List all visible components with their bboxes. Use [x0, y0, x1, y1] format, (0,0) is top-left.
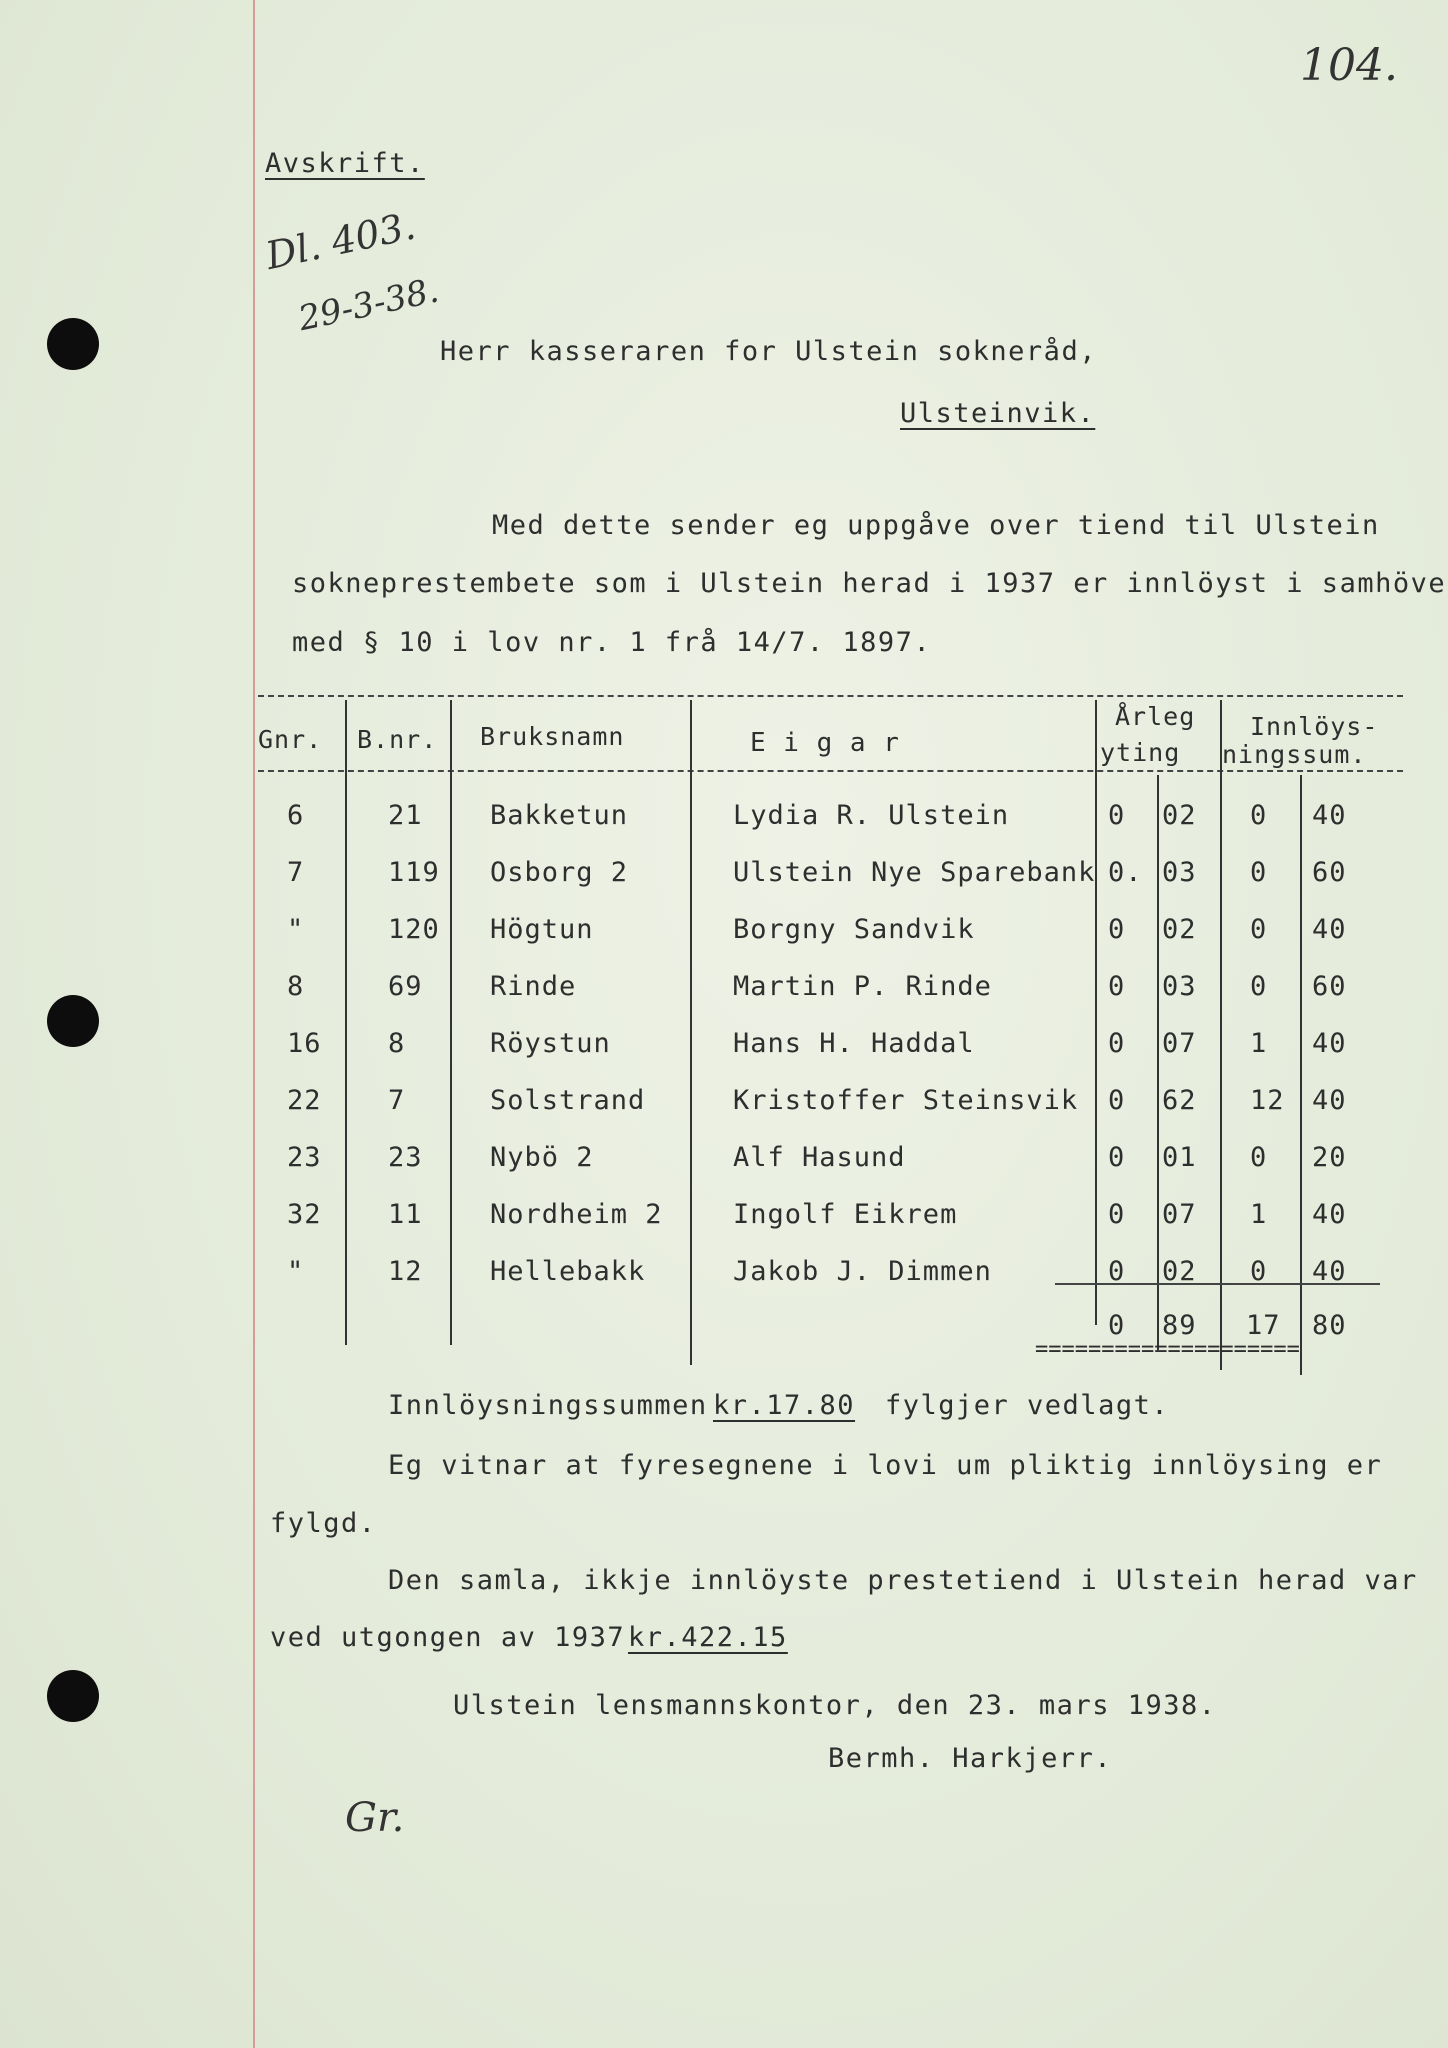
cell-eigar: Alf Hasund — [733, 1142, 906, 1173]
cell-bruksnamn: Rinde — [490, 971, 577, 1002]
column-divider — [690, 700, 692, 1365]
cell-y1: 0. — [1108, 857, 1143, 888]
cell-y2: 02 — [1162, 914, 1197, 945]
cell-bruksnamn: Högtun — [490, 914, 594, 945]
intro-line2: sokneprestembete som i Ulstein herad i 1937 er innlöyst i samhöve — [292, 568, 1447, 599]
cell-s1: 0 — [1250, 914, 1268, 945]
cell-y1: 0 — [1108, 914, 1126, 945]
cell-s1: 0 — [1250, 971, 1268, 1002]
margin-note-line2: 29-3-38. — [295, 270, 443, 340]
cell-s1: 0 — [1250, 1142, 1268, 1173]
cell-bruksnamn: Nordheim 2 — [490, 1199, 663, 1230]
cell-bruksnamn: Nybö 2 — [490, 1142, 594, 1173]
addressee-line1: Herr kasseraren for Ulstein sokneråd, — [440, 336, 1097, 367]
cell-s2: 20 — [1312, 1142, 1347, 1173]
header-gnr: Gnr. — [258, 725, 323, 754]
initials: Gr. — [345, 1795, 405, 1841]
header-arleg-2: yting — [1100, 738, 1181, 767]
cell-s2: 40 — [1312, 1028, 1347, 1059]
cell-y2: 03 — [1162, 971, 1197, 1002]
cell-gnr: 6 — [287, 800, 305, 831]
header-innloys-1: Innlöys- — [1250, 712, 1379, 741]
column-divider — [1095, 700, 1097, 1325]
cell-bnr: 21 — [388, 800, 423, 831]
cell-y1: 0 — [1108, 1085, 1126, 1116]
cell-y1: 0 — [1108, 800, 1126, 831]
punch-hole — [47, 318, 99, 370]
cell-y2: 07 — [1162, 1028, 1197, 1059]
body-p1-amount: kr.17.80 — [713, 1390, 856, 1421]
column-divider — [1300, 775, 1302, 1375]
cell-s2: 60 — [1312, 971, 1347, 1002]
cell-y2: 07 — [1162, 1199, 1197, 1230]
cell-eigar: Lydia R. Ulstein — [733, 800, 1010, 831]
place-date: Ulstein lensmannskontor, den 23. mars 1938. — [453, 1690, 1217, 1721]
cell-bnr: 23 — [388, 1142, 423, 1173]
body-p3-amount: kr.422.15 — [628, 1622, 788, 1653]
cell-s1: 0 — [1250, 1256, 1268, 1287]
header-bruksnamn: Bruksnamn — [480, 722, 625, 751]
body-p3-line2: ved utgongen av 1937 — [270, 1622, 626, 1653]
cell-y1: 0 — [1108, 1142, 1126, 1173]
cell-gnr: 22 — [287, 1085, 322, 1116]
cell-gnr: 8 — [287, 971, 305, 1002]
header-bnr: B.nr. — [357, 725, 438, 754]
cell-s1: 0 — [1250, 800, 1268, 831]
cell-gnr: 32 — [287, 1199, 322, 1230]
body-p2-line1: Eg vitnar at fyresegnene i lovi um pliktig innlöysing er — [388, 1450, 1383, 1481]
header-innloys-2: ningssum. — [1222, 740, 1367, 769]
cell-s2: 60 — [1312, 857, 1347, 888]
cell-bnr: 119 — [388, 857, 440, 888]
cell-s1: 12 — [1250, 1085, 1285, 1116]
cell-bruksnamn: Bakketun — [490, 800, 629, 831]
cell-eigar: Martin P. Rinde — [733, 971, 992, 1002]
cell-s1: 1 — [1250, 1199, 1268, 1230]
cell-s1: 1 — [1250, 1028, 1268, 1059]
total-sum-ore: 80 — [1312, 1310, 1347, 1341]
column-divider — [1220, 700, 1222, 1370]
cell-gnr: " — [287, 914, 305, 945]
cell-bnr: 120 — [388, 914, 440, 945]
addressee-line2: Ulsteinvik. — [900, 398, 1096, 429]
punch-hole — [47, 1670, 99, 1722]
body-p1-b: fylgjer vedlagt. — [885, 1390, 1170, 1421]
cell-y2: 62 — [1162, 1085, 1197, 1116]
intro-line3: med § 10 i lov nr. 1 frå 14/7. 1897. — [292, 627, 932, 658]
header-arleg-1: Årleg — [1115, 702, 1196, 731]
header-eigar: E i g a r — [750, 728, 900, 758]
total-yting-ore: 89 — [1162, 1310, 1197, 1341]
cell-eigar: Hans H. Haddal — [733, 1028, 975, 1059]
cell-eigar: Kristoffer Steinsvik — [733, 1085, 1079, 1116]
cell-bruksnamn: Röystun — [490, 1028, 611, 1059]
signature: Bermh. Harkjerr. — [828, 1743, 1113, 1774]
cell-y2: 02 — [1162, 1256, 1197, 1287]
column-divider — [1157, 775, 1159, 1350]
cell-bruksnamn: Solstrand — [490, 1085, 646, 1116]
total-yting-kr: 0 — [1108, 1310, 1126, 1341]
cell-bnr: 7 — [388, 1085, 406, 1116]
margin-note-line1: Dl. 403. — [262, 203, 420, 279]
cell-gnr: 23 — [287, 1142, 322, 1173]
cell-y2: 03 — [1162, 857, 1197, 888]
cell-s2: 40 — [1312, 1199, 1347, 1230]
body-p3-line1: Den samla, ikkje innlöyste prestetiend i Ulstein herad var — [388, 1565, 1418, 1596]
cell-gnr: 7 — [287, 857, 305, 888]
table-top-rule — [258, 695, 1403, 697]
cell-gnr: 16 — [287, 1028, 322, 1059]
heading: Avskrift. — [265, 148, 425, 179]
cell-eigar: Jakob J. Dimmen — [733, 1256, 992, 1287]
total-sum-kr: 17 — [1246, 1310, 1281, 1341]
body-p2-line2: fylgd. — [270, 1508, 377, 1539]
body-p1-a: Innlöysningssummen — [388, 1390, 708, 1421]
cell-s1: 0 — [1250, 857, 1268, 888]
intro-line1: Med dette sender eg uppgåve over tiend til Ulstein — [492, 510, 1380, 541]
cell-s2: 40 — [1312, 800, 1347, 831]
cell-eigar: Ulstein Nye Sparebank — [733, 857, 1096, 888]
cell-bnr: 69 — [388, 971, 423, 1002]
cell-bnr: 11 — [388, 1199, 423, 1230]
table-header-rule — [258, 770, 1403, 772]
cell-s2: 40 — [1312, 1085, 1347, 1116]
cell-y2: 02 — [1162, 800, 1197, 831]
cell-bruksnamn: Hellebakk — [490, 1256, 646, 1287]
cell-y1: 0 — [1108, 971, 1126, 1002]
column-divider — [345, 700, 347, 1345]
punch-hole — [47, 995, 99, 1047]
cell-s2: 40 — [1312, 914, 1347, 945]
double-rule: ==================== — [1035, 1337, 1300, 1362]
cell-y1: 0 — [1108, 1199, 1126, 1230]
cell-y1: 0 — [1108, 1028, 1126, 1059]
cell-eigar: Borgny Sandvik — [733, 914, 975, 945]
margin-rule — [253, 0, 255, 2048]
page-number: 104. — [1300, 40, 1398, 91]
cell-bruksnamn: Osborg 2 — [490, 857, 629, 888]
column-divider — [450, 700, 452, 1345]
cell-s2: 40 — [1312, 1256, 1347, 1287]
cell-eigar: Ingolf Eikrem — [733, 1199, 958, 1230]
sum-rule — [1055, 1283, 1380, 1285]
cell-y2: 01 — [1162, 1142, 1197, 1173]
cell-bnr: 12 — [388, 1256, 423, 1287]
cell-bnr: 8 — [388, 1028, 406, 1059]
cell-y1: 0 — [1108, 1256, 1126, 1287]
cell-gnr: " — [287, 1256, 305, 1287]
